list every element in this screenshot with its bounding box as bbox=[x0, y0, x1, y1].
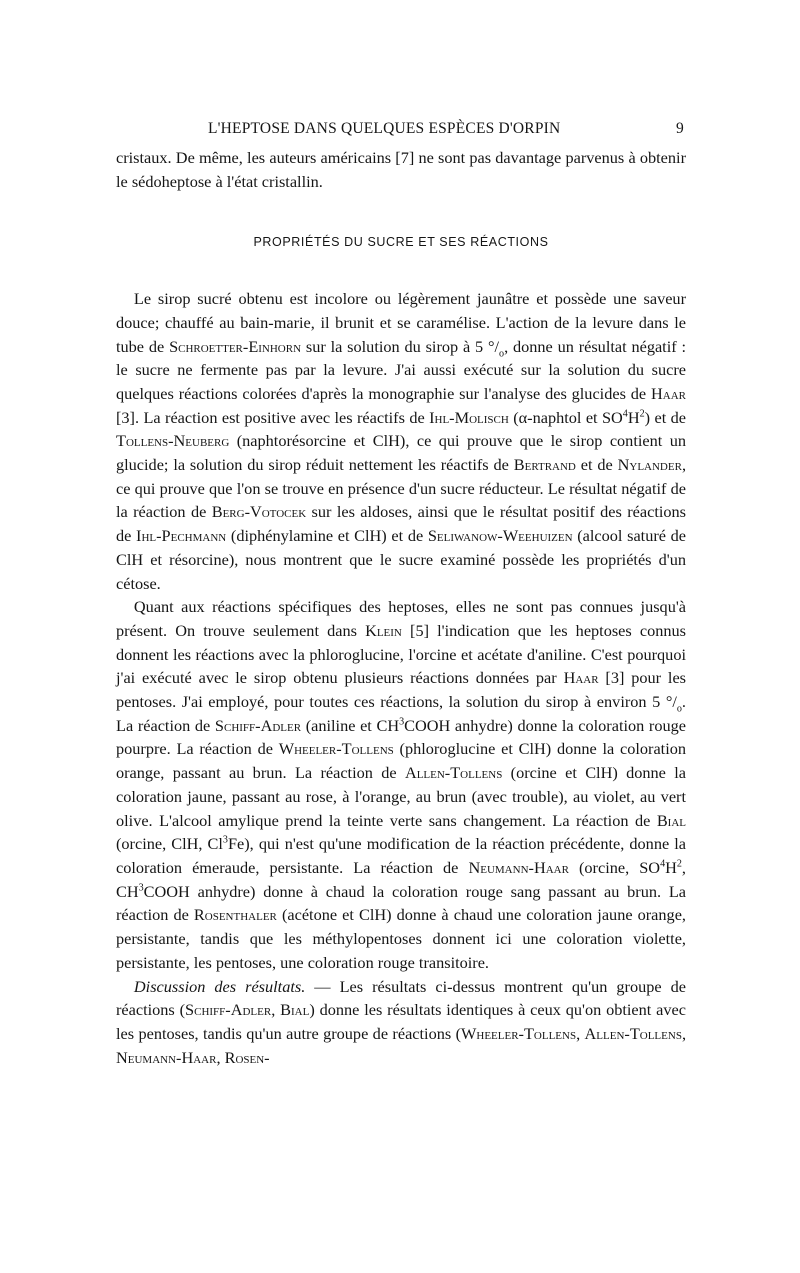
paragraph-heptose-reactions bbox=[116, 595, 686, 974]
text-run: [3] pour les pentoses. J'ai employé, pour toutes ces réactions, la solution du sirop à environ 5 °/ bbox=[116, 668, 687, 712]
text-run: (naphtorésorcine et ClH), ce qui prouve que le sirop contient un glucide; la solution du sirop réduit nettement les réactifs de bbox=[116, 431, 686, 475]
author-name: Ihl-Pechmann bbox=[136, 526, 227, 546]
author-name: Klein bbox=[365, 620, 402, 640]
subscript: o bbox=[499, 347, 505, 359]
author-name: Allen-Tollens bbox=[584, 1023, 682, 1043]
text-run: ) et de bbox=[644, 407, 686, 427]
author-name: Seliwanow-Weehuizen bbox=[427, 526, 573, 546]
author-name: Neumann-Haar bbox=[468, 857, 569, 877]
text-run: , ce qui prouve que l'on se trouve en présence d'un sucre réducteur. Le résultat négatif de la réaction de bbox=[116, 455, 687, 522]
author-name: Nylander bbox=[617, 455, 682, 475]
body-text bbox=[116, 146, 686, 1069]
superscript: 2 bbox=[639, 408, 645, 420]
text-run: [3]. La réaction est positive avec les réactifs de bbox=[116, 407, 430, 427]
text-run: , CH bbox=[116, 857, 686, 901]
author-name: Schroetter-Einhorn bbox=[169, 336, 302, 356]
author-name: Bial bbox=[656, 810, 686, 830]
text-run: [5] l'indication que les heptoses connus donnent les réactions avec la phloroglucine, l'orcine et acétate d'aniline. C'est pourquoi j'ai exécuté avec le sirop obtenu plusieurs réactions données par bbox=[116, 620, 687, 688]
text-run: , bbox=[681, 1023, 687, 1043]
text-run: , bbox=[271, 1000, 281, 1020]
superscript: 3 bbox=[138, 882, 144, 894]
text-run: (phloroglucine et ClH) donne la coloration orange, passant au brun. La réaction de bbox=[116, 739, 687, 783]
text-run: Fe), qui n'est qu'une modification de la réaction précédente, donne la coloration émeraude, persistante. La réaction de bbox=[116, 834, 687, 877]
text-run: Quant aux réactions spécifiques des heptoses, elles ne sont pas connues jusqu'à présent. On trouve seulement dans bbox=[116, 597, 686, 640]
text-run: (orcine, ClH, Cl bbox=[116, 834, 223, 854]
text-run: (orcine, SO bbox=[568, 857, 661, 877]
text-run: H bbox=[627, 407, 640, 427]
author-name: Rosenthaler bbox=[193, 905, 277, 925]
page-number: 9 bbox=[676, 120, 684, 137]
author-name: Schiff-Adler bbox=[185, 1000, 272, 1020]
author-name: Berg-Votocek bbox=[211, 502, 307, 522]
text-run: — Les résultats ci-dessus montrent qu'un groupe de réactions ( bbox=[116, 976, 686, 1020]
text-run: , donne un résultat négatif : le sucre ne fermente pas par la levure. J'ai aussi exécuté sur la solution du sucre quelques réactions colorées d'après la monographie sur l'analyse des glucides de bbox=[116, 336, 686, 403]
text-run: ) donne les résultats identiques à ceux qu'on obtient avec les pentoses, tandis qu'un autre groupe de réactions ( bbox=[116, 1000, 686, 1043]
author-name: Schiff-Adler bbox=[214, 715, 302, 735]
subscript: o bbox=[676, 703, 682, 715]
running-head-title: L'HEPTOSE DANS QUELQUES ESPÈCES D'ORPIN bbox=[208, 120, 561, 137]
author-name: Haar bbox=[651, 383, 686, 403]
text-run: COOH anhydre) donne à chaud la coloration rouge sang passant au brun. La réaction de bbox=[116, 881, 686, 925]
superscript: 3 bbox=[222, 834, 228, 846]
superscript: 3 bbox=[399, 716, 405, 728]
text-run: sur les aldoses, ainsi que le résultat positif des réactions de bbox=[116, 502, 686, 546]
text-run: cristaux. De même, les auteurs américains [7] ne sont pas davantage parvenus à obtenir le sédoheptose à l'état cristallin. bbox=[116, 148, 686, 191]
text-run: H bbox=[665, 857, 677, 877]
author-name: Bial bbox=[280, 1000, 310, 1020]
author-name: Tollens-Neuberg bbox=[116, 431, 230, 451]
text-run: (orcine et ClH) donne la coloration jaune, passant au rose, à l'orange, au brun (avec trouble), au violet, au vert olive. L'alcool amylique prend la teinte verte sans changement. La réaction de bbox=[116, 763, 686, 830]
superscript: 4 bbox=[622, 408, 628, 420]
text-run: . La réaction de bbox=[116, 692, 686, 735]
text-run: sur la solution du sirop à 5 °/ bbox=[301, 336, 500, 356]
author-name: Bertrand bbox=[513, 455, 576, 475]
author-name: Wheeler-Tollens bbox=[278, 739, 394, 759]
paragraph-properties bbox=[116, 287, 686, 595]
text-run: (acétone et ClH) donne à chaud une coloration jaune orange, persistante, tandis que les méthylopentoses donnent ici une coloration violette, persistante, les pentoses, une coloration rouge transitoire. bbox=[116, 905, 686, 972]
text-run: (aniline et CH bbox=[301, 715, 400, 735]
author-name: Rosen- bbox=[224, 1047, 270, 1067]
text-run: (alcool saturé de ClH et résorcine), nous montrent que le sucre examiné possède les propriétés d'un cétose. bbox=[116, 526, 687, 593]
author-name: Neumann-Haar bbox=[116, 1047, 217, 1067]
discussion-lead: Discussion des résultats. bbox=[133, 976, 306, 996]
author-name: Wheeler-Tollens bbox=[461, 1023, 577, 1043]
author-name: Ihl-Molisch bbox=[429, 407, 509, 427]
text-run: (α-naphtol et SO bbox=[508, 407, 623, 427]
text-run: (diphénylamine et ClH) et de bbox=[226, 526, 428, 546]
text-run: Le sirop sucré obtenu est incolore ou légèrement jaunâtre et possède une saveur douce; chauffé au bain-marie, il brunit et se caramélise. L'action de la levure dans le tube de bbox=[116, 289, 686, 356]
superscript: 2 bbox=[676, 858, 682, 870]
author-name: Allen-Tollens bbox=[404, 763, 503, 783]
paragraph-discussion bbox=[116, 975, 686, 1070]
author-name: Haar bbox=[563, 668, 599, 688]
text-run: , bbox=[216, 1047, 225, 1067]
section-heading: PROPRIÉTÉS DU SUCRE ET SES RÉACTIONS bbox=[253, 235, 549, 250]
text-run: COOH anhydre) donne la coloration rouge pourpre. La réaction de bbox=[116, 715, 686, 759]
text-run: , bbox=[576, 1023, 585, 1043]
text-run: et de bbox=[575, 455, 618, 475]
paragraph-continued bbox=[116, 146, 686, 193]
superscript: 4 bbox=[660, 858, 666, 870]
